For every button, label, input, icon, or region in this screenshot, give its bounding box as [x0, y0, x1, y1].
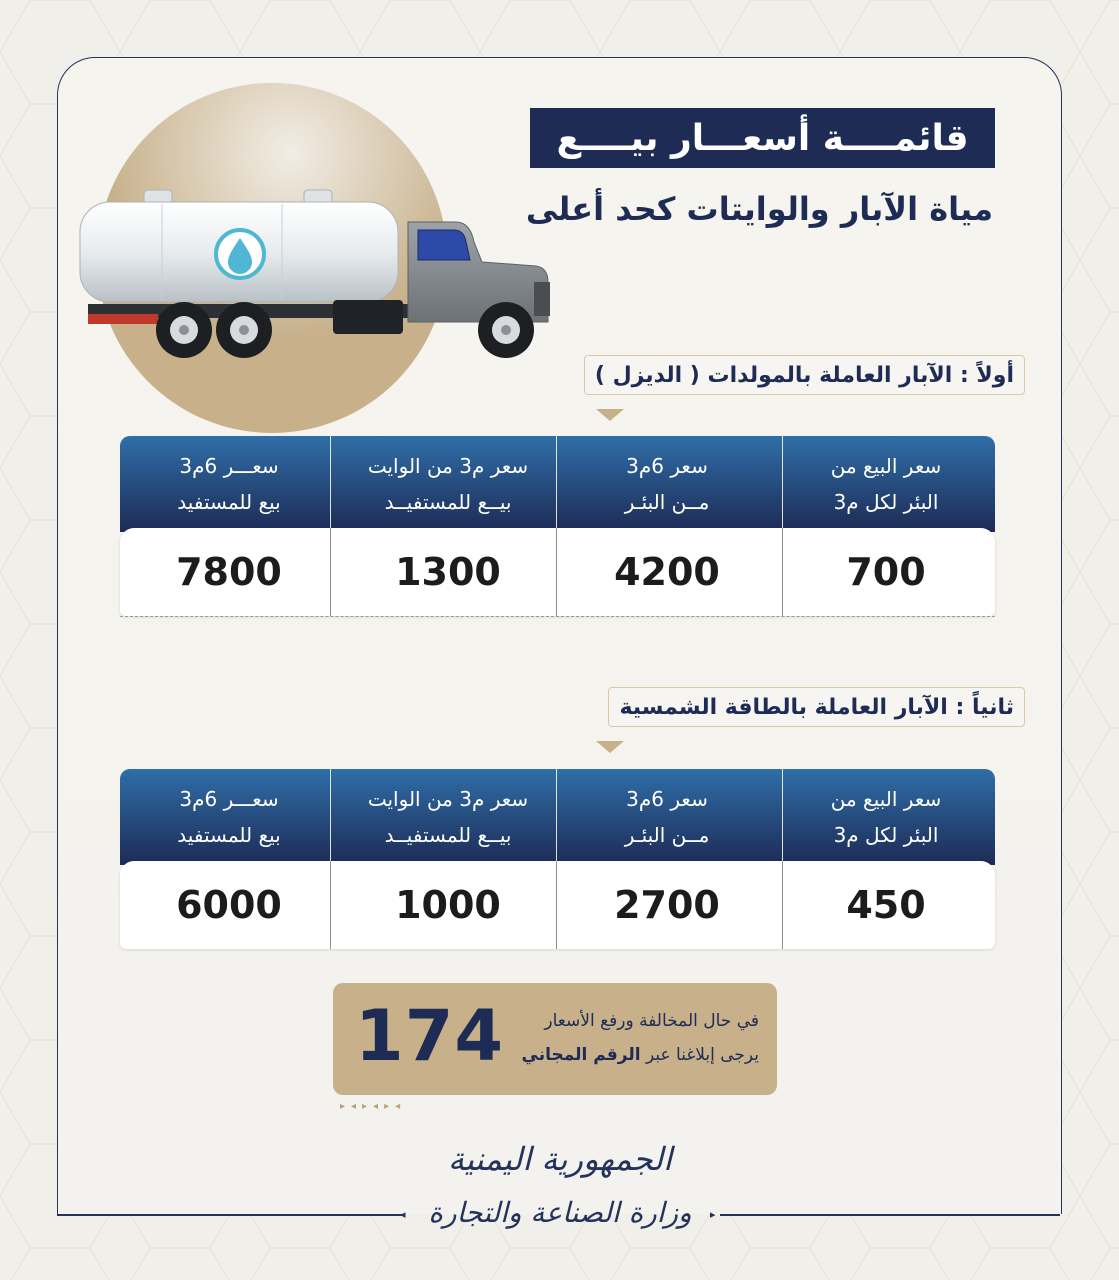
- table-header: [120, 436, 995, 532]
- footer-ministry-name: وزارة الصناعة والتجارة: [428, 1196, 692, 1229]
- header-cell: سعـــر 6م3 بيع للمستفيد: [177, 787, 281, 847]
- footer-line: [57, 1214, 402, 1216]
- footer-line: [720, 1214, 1060, 1216]
- header-cell: سعر م3 من الوايت بيــع للمستفيــد: [367, 787, 529, 847]
- water-truck-illustration: [78, 182, 558, 362]
- header-cell: سعر م3 من الوايت بيــع للمستفيــد: [367, 454, 529, 514]
- pointer-icon: [596, 409, 624, 421]
- decorative-arrows-icon: ▸◂▸◂▸◂: [340, 1101, 407, 1112]
- triangle-icon: ◂: [400, 1208, 406, 1221]
- table-values-row: [120, 528, 995, 616]
- value-cell: 6000: [176, 883, 282, 927]
- header-cell: سعر 6م3 مــن البئـر: [624, 787, 710, 847]
- value-cell: 700: [846, 550, 926, 594]
- price-table-solar: [120, 769, 995, 951]
- hotline-number[interactable]: 174: [355, 995, 505, 1077]
- hotline-notice: [333, 983, 777, 1095]
- value-cell: 1000: [395, 883, 501, 927]
- value-cell: 450: [846, 883, 926, 927]
- triangle-icon: ▸: [710, 1208, 716, 1221]
- value-cell: 1300: [395, 550, 501, 594]
- header-cell: سعر البيع من البئر لكل م3: [830, 454, 942, 514]
- table-values-row: [120, 861, 995, 949]
- value-cell: 2700: [614, 883, 720, 927]
- section-label-diesel: أولاً : الآبار العاملة بالمولدات ( الديزل ): [584, 355, 1025, 395]
- header-cell: سعر البيع من البئر لكل م3: [830, 787, 942, 847]
- notice-text: يرجى إبلاغنا عبر الرقم المجاني: [521, 1045, 759, 1065]
- page-title: قائمــــة أسعـــار بيــــع: [530, 108, 995, 168]
- header-cell: سعـــر 6م3 بيع للمستفيد: [177, 454, 281, 514]
- value-cell: 7800: [176, 550, 282, 594]
- table-header: [120, 769, 995, 865]
- footer-republic-name: الجمهورية اليمنية: [447, 1140, 673, 1178]
- pointer-icon: [596, 741, 624, 753]
- header-cell: سعر 6م3 مــن البئـر: [624, 454, 710, 514]
- notice-text: في حال المخالفة ورفع الأسعار: [544, 1011, 759, 1031]
- price-table-diesel: [120, 436, 995, 618]
- page-subtitle: مياة الآبار والوايتات كحد أعلى: [525, 190, 993, 228]
- value-cell: 4200: [614, 550, 720, 594]
- section-label-solar: ثانياً : الآبار العاملة بالطاقة الشمسية: [608, 687, 1025, 727]
